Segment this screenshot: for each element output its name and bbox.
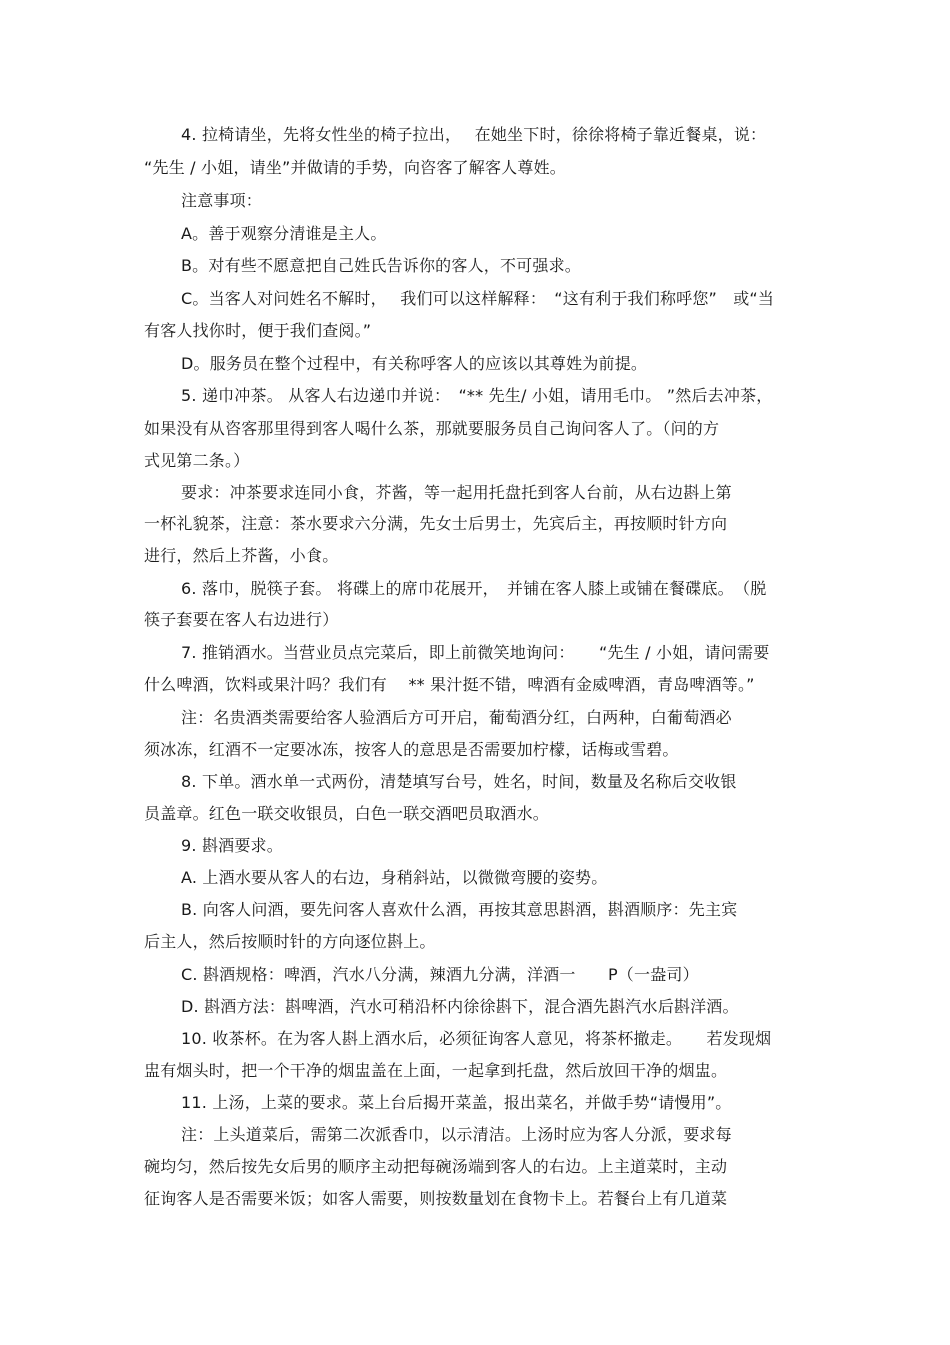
text-line: 注：上头道菜后，需第二次派香巾，以示清洁。上汤时应为客人分派，要求每 xyxy=(181,1125,732,1144)
text-line: 员盖章。红色一联交收银员，白色一联交酒吧员取酒水。 xyxy=(144,804,550,823)
text-line: 5. 递巾冲茶。 从客人右边递巾并说： “** 先生/ 小姐，请用毛巾。 ”然后去冲茶， xyxy=(181,386,773,405)
text-line: 注意事项： xyxy=(181,191,263,210)
text-line: 须冰冻，红酒不一定要冰冻，按客人的意思是否需要加柠檬，话梅或雪碧。 xyxy=(144,740,679,759)
text-line: A. 上酒水要从客人的右边，身稍斜站，以微微弯腰的姿势。 xyxy=(181,868,608,887)
text-line: 7. 推销酒水。当营业员点完菜后，即上前微笑地询问： “先生 / 小姐，请问需要 xyxy=(181,643,770,662)
text-line: 8. 下单。酒水单一式两份，清楚填写台号，姓名，时间，数量及名称后交收银 xyxy=(181,772,737,791)
text-line: D。服务员在整个过程中，有关称呼客人的应该以其尊姓为前提。 xyxy=(181,354,648,373)
text-line: 后主人，然后按顺时针的方向逐位斟上。 xyxy=(144,932,436,951)
text-line: 征询客人是否需要米饭；如客人需要，则按数量划在食物卡上。若餐台上有几道菜 xyxy=(144,1189,728,1208)
text-line: 一杯礼貌茶，注意：茶水要求六分满，先女士后男士，先宾后主，再按顺时针方向 xyxy=(144,514,728,533)
text-line: 式见第二条。） xyxy=(144,451,250,470)
text-line: B. 向客人问酒，要先问客人喜欢什么酒，再按其意思斟酒，斟酒顺序：先主宾 xyxy=(181,900,738,919)
text-line: 10. 收茶杯。在为客人斟上酒水后，必须征询客人意见，将茶杯撤走。 若发现烟 xyxy=(181,1029,772,1048)
text-line: 9. 斟酒要求。 xyxy=(181,836,283,855)
text-line: 盅有烟头时，把一个干净的烟盅盖在上面，一起拿到托盘，然后放回干净的烟盅。 xyxy=(144,1061,728,1080)
text-line: C. 斟酒规格：啤酒，汽水八分满，辣酒九分满，洋酒一 P（一盎司） xyxy=(181,965,699,984)
text-line: B。对有些不愿意把自己姓氏告诉你的客人，不可强求。 xyxy=(181,256,581,275)
text-line: 有客人找你时，便于我们查阅。” xyxy=(144,321,372,340)
text-line: 要求：冲茶要求连同小食，芥酱，等一起用托盘托到客人台前，从右边斟上第 xyxy=(181,483,732,502)
text-line: 6. 落巾，脱筷子套。 将碟上的席巾花展开， 并铺在客人膝上或铺在餐碟底。 （脱 xyxy=(181,579,767,598)
text-line: 注：名贵酒类需要给客人验酒后方可开启，葡萄酒分红，白两种，白葡萄酒必 xyxy=(181,708,732,727)
text-line: 筷子套要在客人右边进行） xyxy=(144,610,339,629)
text-line: 进行，然后上芥酱，小食。 xyxy=(144,546,339,565)
text-line: 4. 拉椅请坐，先将女性坐的椅子拉出， 在她坐下时，徐徐将椅子靠近餐桌，说： xyxy=(181,125,767,144)
text-line: A。善于观察分清谁是主人。 xyxy=(181,224,387,243)
text-line: 11. 上汤，上菜的要求。菜上台后揭开菜盖，报出菜名，并做手势“请慢用”。 xyxy=(181,1093,732,1112)
text-line: 碗均匀，然后按先女后男的顺序主动把每碗汤端到客人的右边。上主道菜时，主动 xyxy=(144,1157,728,1176)
text-line: 什么啤酒，饮料或果汁吗？我们有 ** 果汁挺不错，啤酒有金威啤酒，青岛啤酒等。” xyxy=(144,675,755,694)
text-line: D. 斟酒方法：斟啤酒，汽水可稍沿杯内徐徐斟下，混合酒先斟汽水后斟洋酒。 xyxy=(181,997,739,1016)
text-line: 如果没有从咨客那里得到客人喝什么茶，那就要服务员自己询问客人了。（问的方 xyxy=(144,419,720,438)
text-line: “先生 / 小姐，请坐”并做请的手势，向咨客了解客人尊姓。 xyxy=(144,158,566,177)
text-line: C。当客人对问姓名不解时， 我们可以这样解释： “这有利于我们称呼您” 或“当 xyxy=(181,289,775,308)
